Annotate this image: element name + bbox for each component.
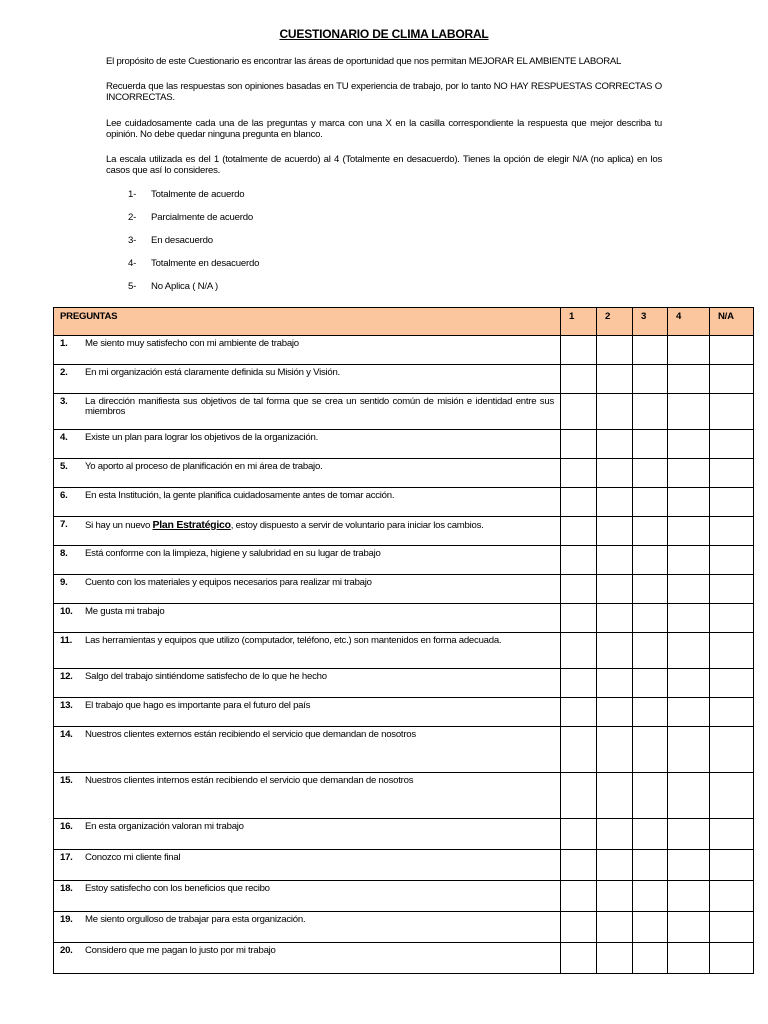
question-number: 3. [60, 396, 68, 407]
question-cell [54, 850, 561, 881]
scale-item-3: 3- En desacuerdo [128, 235, 213, 246]
answer-cell-2[interactable] [597, 633, 633, 669]
question-number: 4. [60, 432, 68, 443]
answer-cell-1[interactable] [561, 546, 597, 575]
answer-cell-na[interactable] [710, 727, 754, 773]
answer-cell-2[interactable] [597, 698, 633, 727]
question-number: 9. [60, 577, 68, 588]
answer-cell-1[interactable] [561, 727, 597, 773]
question-text: Nuestros clientes internos están recibiendo el servicio que demandan de nosotros [85, 775, 414, 786]
intro-purpose: El propósito de este Cuestionario es encontrar las áreas de oportunidad que nos permitan MEJORAR EL AMBIENTE LABORAL [106, 56, 622, 67]
header-option-na: N/A [710, 308, 754, 336]
answer-cell-na[interactable] [710, 819, 754, 850]
answer-cell-na[interactable] [710, 336, 754, 365]
question-text: En esta Institución, la gente planifica cuidadosamente antes de tomar acción. [85, 490, 395, 501]
answer-cell-4[interactable] [668, 819, 710, 850]
question-number: 10. [60, 606, 73, 617]
question-cell [54, 669, 561, 698]
header-option-2: 2 [597, 308, 633, 336]
answer-cell-3[interactable] [633, 698, 668, 727]
answer-cell-na[interactable] [710, 430, 754, 459]
answer-cell-2[interactable] [597, 488, 633, 517]
question-cell [54, 488, 561, 517]
question-text: Salgo del trabajo sintiéndome satisfecho de lo que he hecho [85, 671, 327, 682]
question-number: 5. [60, 461, 68, 472]
answer-cell-2[interactable] [597, 336, 633, 365]
answer-cell-na[interactable] [710, 517, 754, 546]
answer-cell-na[interactable] [710, 394, 754, 430]
question-number: 6. [60, 490, 68, 501]
answer-cell-1[interactable] [561, 488, 597, 517]
question-number: 15. [60, 775, 73, 786]
answer-cell-3[interactable] [633, 459, 668, 488]
scale-item-1: 1- Totalmente de acuerdo [128, 189, 245, 200]
question-number: 16. [60, 821, 73, 832]
question-text: Me siento muy satisfecho con mi ambiente de trabajo [85, 338, 299, 349]
question-number: 12. [60, 671, 73, 682]
answer-cell-4[interactable] [668, 336, 710, 365]
questionnaire-table [53, 307, 754, 974]
intro-opinions: Recuerda que las respuestas son opiniones basadas en TU experiencia de trabajo, por lo tanto NO HAY RESPUESTAS CORRECTAS O INCORRECTAS. [106, 81, 662, 103]
question-row [54, 517, 754, 546]
question-row [54, 912, 754, 943]
answer-cell-2[interactable] [597, 912, 633, 943]
question-cell [54, 336, 561, 365]
answer-cell-na[interactable] [710, 604, 754, 633]
answer-cell-2[interactable] [597, 819, 633, 850]
question-row [54, 575, 754, 604]
answer-cell-na[interactable] [710, 365, 754, 394]
question-number: 2. [60, 367, 68, 378]
question-row [54, 546, 754, 575]
answer-cell-na[interactable] [710, 912, 754, 943]
answer-cell-4[interactable] [668, 773, 710, 819]
question-row [54, 850, 754, 881]
question-text: Está conforme con la limpieza, higiene y salubridad en su lugar de trabajo [85, 548, 381, 559]
answer-cell-2[interactable] [597, 669, 633, 698]
answer-cell-1[interactable] [561, 912, 597, 943]
question-text: Me siento orgulloso de trabajar para esta organización. [85, 914, 306, 925]
answer-cell-1[interactable] [561, 430, 597, 459]
answer-cell-4[interactable] [668, 669, 710, 698]
question-number: 7. [60, 519, 68, 530]
answer-cell-4[interactable] [668, 943, 710, 974]
question-row [54, 669, 754, 698]
answer-cell-1[interactable] [561, 669, 597, 698]
answer-cell-1[interactable] [561, 575, 597, 604]
answer-cell-1[interactable] [561, 819, 597, 850]
answer-cell-na[interactable] [710, 850, 754, 881]
answer-cell-na[interactable] [710, 575, 754, 604]
answer-cell-4[interactable] [668, 459, 710, 488]
answer-cell-3[interactable] [633, 727, 668, 773]
answer-cell-4[interactable] [668, 698, 710, 727]
answer-cell-na[interactable] [710, 633, 754, 669]
answer-cell-3[interactable] [633, 336, 668, 365]
question-number: 19. [60, 914, 73, 925]
answer-cell-3[interactable] [633, 943, 668, 974]
question-row [54, 698, 754, 727]
scale-item-4: 4- Totalmente en desacuerdo [128, 258, 260, 269]
question-text: Estoy satisfecho con los beneficios que recibo [85, 883, 270, 894]
question-text: Yo aporto al proceso de planificación en mi área de trabajo. [85, 461, 323, 472]
question-row [54, 459, 754, 488]
answer-cell-4[interactable] [668, 488, 710, 517]
question-row [54, 488, 754, 517]
header-option-4: 4 [668, 308, 710, 336]
emphasis-plan-estrategico: Plan Estratégico [152, 519, 231, 531]
question-text: Las herramientas y equipos que utilizo (computador, teléfono, etc.) son mantenidos en forma adecuada. [85, 635, 502, 646]
answer-cell-1[interactable] [561, 336, 597, 365]
header-preguntas: PREGUNTAS [54, 308, 561, 336]
answer-cell-3[interactable] [633, 575, 668, 604]
table-header-row [54, 308, 754, 336]
answer-cell-na[interactable] [710, 773, 754, 819]
question-text: Cuento con los materiales y equipos necesarios para realizar mi trabajo [85, 577, 372, 588]
answer-cell-4[interactable] [668, 912, 710, 943]
answer-cell-2[interactable] [597, 604, 633, 633]
question-cell [54, 365, 561, 394]
question-number: 20. [60, 945, 73, 956]
answer-cell-1[interactable] [561, 459, 597, 488]
question-number: 11. [60, 635, 73, 646]
answer-cell-2[interactable] [597, 773, 633, 819]
answer-cell-3[interactable] [633, 430, 668, 459]
answer-cell-4[interactable] [668, 575, 710, 604]
answer-cell-3[interactable] [633, 912, 668, 943]
answer-cell-1[interactable] [561, 698, 597, 727]
answer-cell-3[interactable] [633, 488, 668, 517]
question-cell [54, 773, 561, 819]
question-row [54, 365, 754, 394]
question-row [54, 394, 754, 430]
answer-cell-2[interactable] [597, 546, 633, 575]
question-cell [54, 517, 561, 546]
answer-cell-4[interactable] [668, 517, 710, 546]
answer-cell-na[interactable] [710, 698, 754, 727]
answer-cell-na[interactable] [710, 488, 754, 517]
question-text: Conozco mi cliente final [85, 852, 181, 863]
question-text: La dirección manifiesta sus objetivos de tal forma que se crea un sentido común de misión e identidad entre sus miembros [85, 396, 554, 417]
question-cell [54, 604, 561, 633]
question-number: 13. [60, 700, 73, 711]
question-cell [54, 698, 561, 727]
answer-cell-na[interactable] [710, 881, 754, 912]
question-cell [54, 727, 561, 773]
answer-cell-3[interactable] [633, 394, 668, 430]
question-cell [54, 546, 561, 575]
header-option-1: 1 [561, 308, 597, 336]
answer-cell-4[interactable] [668, 850, 710, 881]
question-cell [54, 819, 561, 850]
scale-item-5: 5- No Aplica ( N/A ) [128, 281, 218, 292]
question-text: Nuestros clientes externos están recibiendo el servicio que demandan de nosotros [85, 729, 416, 740]
question-number: 1. [60, 338, 68, 349]
answer-cell-2[interactable] [597, 575, 633, 604]
intro-instructions: Lee cuidadosamente cada una de las preguntas y marca con una X en la casilla correspondiente la respuesta que mejor describa tu opinión. No debe quedar ninguna pregunta en blanco. [106, 118, 662, 140]
question-cell [54, 633, 561, 669]
answer-cell-3[interactable] [633, 819, 668, 850]
answer-cell-3[interactable] [633, 773, 668, 819]
question-cell [54, 459, 561, 488]
answer-cell-4[interactable] [668, 881, 710, 912]
question-number: 14. [60, 729, 73, 740]
answer-cell-na[interactable] [710, 459, 754, 488]
answer-cell-4[interactable] [668, 430, 710, 459]
header-option-3: 3 [633, 308, 668, 336]
question-row [54, 633, 754, 669]
question-row [54, 604, 754, 633]
answer-cell-1[interactable] [561, 850, 597, 881]
answer-cell-2[interactable] [597, 430, 633, 459]
question-row [54, 881, 754, 912]
answer-cell-1[interactable] [561, 394, 597, 430]
answer-cell-4[interactable] [668, 394, 710, 430]
question-number: 17. [60, 852, 73, 863]
answer-cell-4[interactable] [668, 546, 710, 575]
question-text: Existe un plan para lograr los objetivos de la organización. [85, 432, 318, 443]
answer-cell-3[interactable] [633, 881, 668, 912]
answer-cell-2[interactable] [597, 517, 633, 546]
answer-cell-na[interactable] [710, 669, 754, 698]
intro-scale: La escala utilizada es del 1 (totalmente de acuerdo) al 4 (Totalmente en desacuerdo). Tienes la opción de elegir N/A (no aplica) en los casos que así lo consideres. [106, 154, 662, 176]
question-text: Si hay un nuevo Plan Estratégico, estoy dispuesto a servir de voluntario para iniciar los cambios. [85, 519, 484, 531]
answer-cell-2[interactable] [597, 394, 633, 430]
question-row [54, 819, 754, 850]
answer-cell-1[interactable] [561, 773, 597, 819]
answer-cell-na[interactable] [710, 943, 754, 974]
answer-cell-2[interactable] [597, 943, 633, 974]
question-text: Me gusta mi trabajo [85, 606, 165, 617]
answer-cell-3[interactable] [633, 517, 668, 546]
question-cell [54, 943, 561, 974]
question-row [54, 430, 754, 459]
question-row [54, 943, 754, 974]
question-cell [54, 575, 561, 604]
answer-cell-2[interactable] [597, 727, 633, 773]
answer-cell-1[interactable] [561, 517, 597, 546]
question-row [54, 336, 754, 365]
answer-cell-3[interactable] [633, 669, 668, 698]
answer-cell-3[interactable] [633, 850, 668, 881]
scale-item-2: 2- Parcialmente de acuerdo [128, 212, 254, 223]
answer-cell-3[interactable] [633, 546, 668, 575]
answer-cell-1[interactable] [561, 881, 597, 912]
answer-cell-3[interactable] [633, 604, 668, 633]
answer-cell-2[interactable] [597, 850, 633, 881]
answer-cell-2[interactable] [597, 459, 633, 488]
document-title: CUESTIONARIO DE CLIMA LABORAL [279, 27, 489, 41]
answer-cell-4[interactable] [668, 633, 710, 669]
answer-cell-1[interactable] [561, 943, 597, 974]
question-row [54, 773, 754, 819]
question-cell [54, 912, 561, 943]
question-text: El trabajo que hago es importante para el futuro del país [85, 700, 311, 711]
question-cell [54, 430, 561, 459]
question-text: En mi organización está claramente definida su Misión y Visión. [85, 367, 340, 378]
answer-cell-4[interactable] [668, 727, 710, 773]
question-text: En esta organización valoran mi trabajo [85, 821, 244, 832]
question-number: 18. [60, 883, 73, 894]
answer-cell-2[interactable] [597, 881, 633, 912]
answer-cell-3[interactable] [633, 633, 668, 669]
question-number: 8. [60, 548, 68, 559]
answer-cell-4[interactable] [668, 365, 710, 394]
question-row [54, 727, 754, 773]
question-cell [54, 881, 561, 912]
answer-cell-3[interactable] [633, 365, 668, 394]
answer-cell-na[interactable] [710, 546, 754, 575]
question-text: Considero que me pagan lo justo por mi trabajo [85, 945, 276, 956]
question-cell [54, 394, 561, 430]
answer-cell-2[interactable] [597, 365, 633, 394]
answer-cell-4[interactable] [668, 604, 710, 633]
answer-cell-1[interactable] [561, 633, 597, 669]
answer-cell-1[interactable] [561, 604, 597, 633]
answer-cell-1[interactable] [561, 365, 597, 394]
